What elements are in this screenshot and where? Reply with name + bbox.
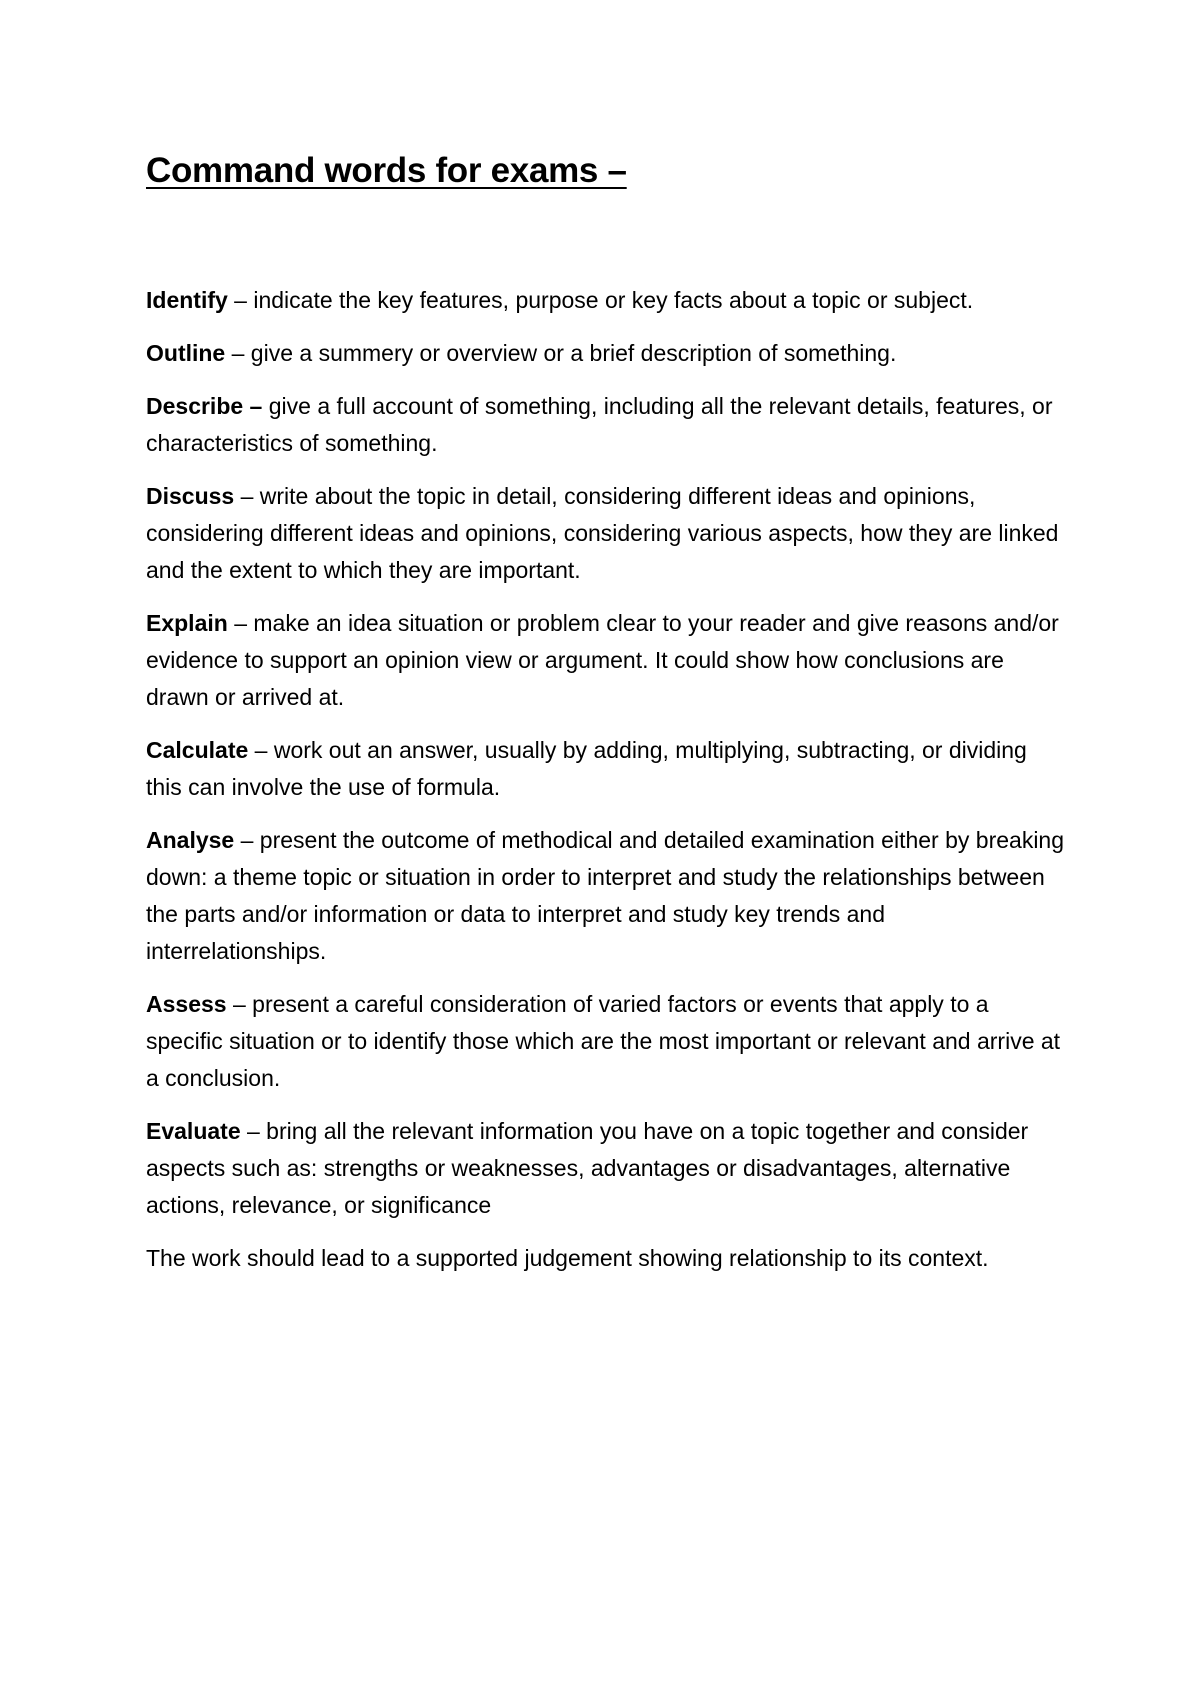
definition-explain (146, 605, 1066, 716)
definition-text: – give a summery or overview or a brief description of something. (225, 340, 897, 366)
definition-text: – make an idea situation or problem clear to your reader and give reasons and/or evidence to support an opinion view or argument. It could show how conclusions are drawn or arrived at. (146, 610, 1059, 710)
definition-text: – bring all the relevant information you have on a topic together and consider aspects such as: strengths or weaknesses, advantages or disadvantages, alternative actions, relevance, or significance (146, 1118, 1029, 1218)
definition-discuss (146, 478, 1066, 589)
definition-assess (146, 986, 1066, 1097)
term-label: Discuss (146, 483, 235, 509)
definition-text: – write about the topic in detail, considering different ideas and opinions, considering different ideas and opinions, considering various aspects, how they are linked and the extent to which they are important. (146, 483, 1059, 583)
definition-text: – present the outcome of methodical and detailed examination either by breaking down: a theme topic or situation in order to interpret and study the relationships between the parts and/or information or data to interpret and study key trends and interrelationships. (146, 827, 1065, 964)
term-label: Describe – (146, 393, 263, 419)
term-label: Identify (146, 287, 228, 313)
definition-evaluate (146, 1113, 1066, 1224)
definition-text: – work out an answer, usually by adding, multiplying, subtracting, or dividing this can involve the use of formula. (146, 737, 1027, 800)
definition-text: give a full account of something, including all the relevant details, features, or characteristics of something. (146, 393, 1053, 456)
definition-analyse (146, 822, 1066, 970)
term-label: Outline (146, 340, 226, 366)
closing-paragraph: The work should lead to a supported judgement showing relationship to its context. (146, 1245, 989, 1271)
definition-calculate (146, 732, 1066, 806)
definition-outline (146, 335, 1066, 372)
definition-identify (146, 282, 1066, 319)
definition-describe (146, 388, 1066, 462)
definition-text: – indicate the key features, purpose or key facts about a topic or subject. (227, 287, 974, 313)
term-label: Calculate (146, 737, 249, 763)
term-label: Assess (146, 991, 227, 1017)
definition-text: – present a careful consideration of varied factors or events that apply to a specific situation or to identify those which are the most important or relevant and arrive at a conclusion. (146, 991, 1061, 1091)
term-label: Analyse (146, 827, 235, 853)
term-label: Evaluate (146, 1118, 241, 1144)
definitions-list (146, 282, 1080, 1277)
term-label: Explain (146, 610, 228, 636)
page-title: Command words for exams – (146, 151, 627, 190)
